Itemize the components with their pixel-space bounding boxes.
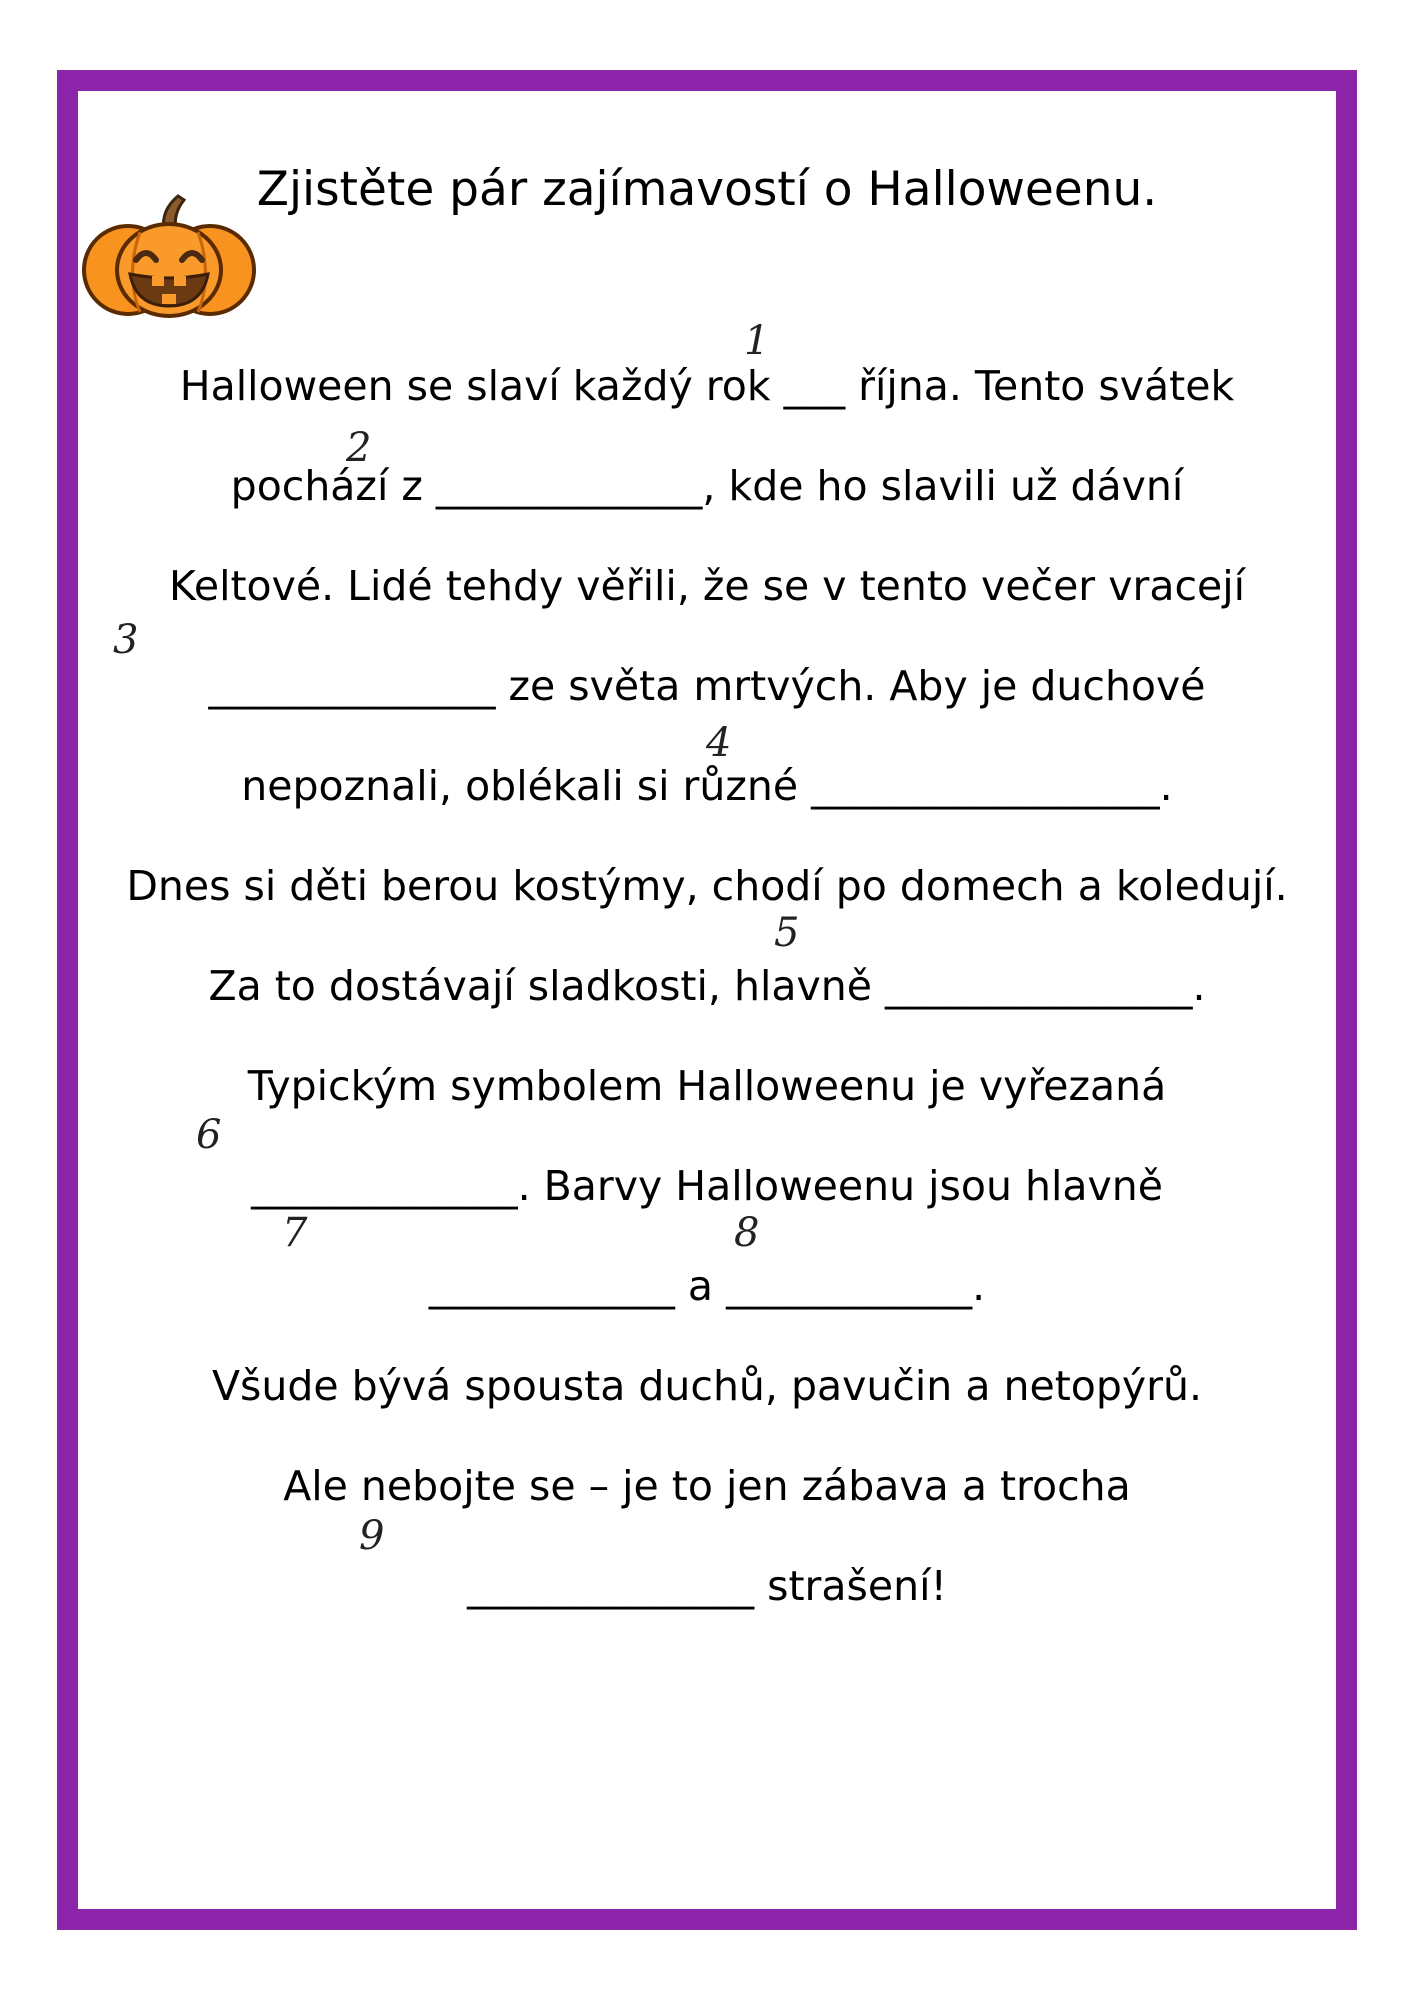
text-line-5: nepoznali, oblékali si různé _________________. [241, 762, 1173, 810]
text-line-4: ______________ ze světa mrtvých. Aby je duchové [208, 662, 1206, 710]
blank-number-6: 6 [196, 1112, 222, 1158]
blank-number-1: 1 [744, 318, 770, 364]
text-line-6: Dnes si děti berou kostýmy, chodí po domech a koledují. [126, 862, 1288, 910]
text-line-2: pochází z _____________, kde ho slavili už dávní [230, 462, 1184, 510]
blank-number-4: 4 [706, 720, 732, 766]
text-line-7: Za to dostávají sladkosti, hlavně _______________. [208, 962, 1206, 1010]
page-title: Zjistěte pár zajímavostí o Halloweenu. [256, 162, 1158, 217]
text-line-13: ______________ strašení! [467, 1562, 947, 1610]
blank-number-3: 3 [113, 617, 139, 663]
text-line-10: ____________ a ____________. [428, 1262, 986, 1310]
blank-number-5: 5 [774, 910, 800, 956]
text-line-1: Halloween se slaví každý rok ___ října. Tento svátek [179, 362, 1235, 410]
text-line-8: Typickým symbolem Halloweenu je vyřezaná [247, 1062, 1167, 1110]
text-line-12: Ale nebojte se – je to jen zábava a trocha [283, 1462, 1131, 1510]
blank-number-2: 2 [346, 425, 372, 471]
text-line-3: Keltové. Lidé tehdy věřili, že se v tento večer vracejí [169, 562, 1245, 610]
text-line-11: Všude bývá spousta duchů, pavučin a netopýrů. [211, 1362, 1203, 1410]
text-line-9: _____________. Barvy Halloweenu jsou hlavně [251, 1162, 1163, 1210]
blank-number-9: 9 [359, 1513, 385, 1559]
blank-number-7: 7 [282, 1210, 308, 1256]
blank-number-8: 8 [734, 1210, 760, 1256]
